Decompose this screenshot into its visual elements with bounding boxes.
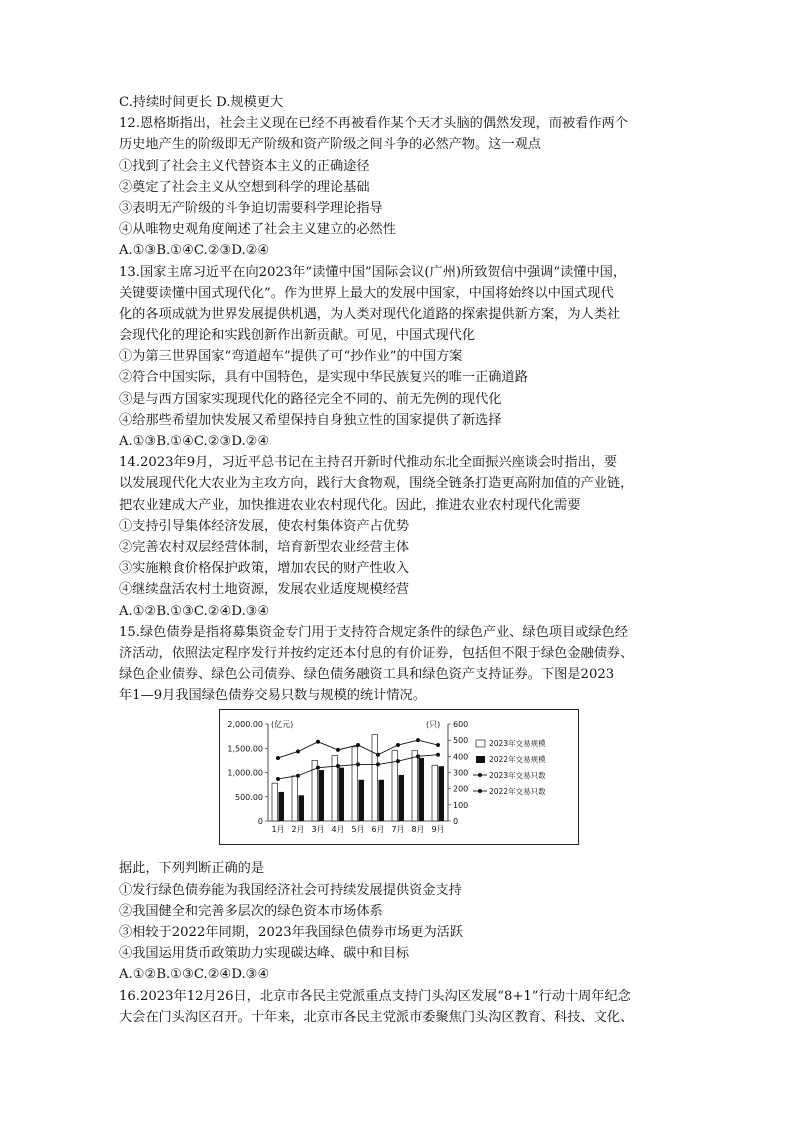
point-2022-count xyxy=(376,763,380,767)
question-13 xyxy=(119,262,679,453)
q13-stem-line: 化的各项成就为世界发展提供机遇，为人类对现代化道路的探索提供新方案，为人类社 xyxy=(119,306,621,322)
q12-option-2: ②奠定了社会主义从空想到科学的理论基础 xyxy=(119,179,370,195)
left-tick-label: 500.00 xyxy=(235,793,263,803)
left-tick-label: 2,000.00 xyxy=(227,720,263,730)
question-16 xyxy=(119,986,679,1028)
q12-option-4: ④从唯物史观角度阐述了社会主义建立的必然性 xyxy=(119,222,396,238)
x-tick-label: 5月 xyxy=(351,825,365,835)
bar-2022-volume xyxy=(379,780,385,821)
green-bond-chart-frame xyxy=(219,709,579,845)
point-2022-count xyxy=(276,777,280,781)
right-tick-label: 400 xyxy=(453,752,469,762)
q13-option-2: ②符合中国实际，具有中国特色，是实现中华民族复兴的唯一正确道路 xyxy=(119,370,528,386)
bar-2022-volume xyxy=(359,780,365,821)
q13-stem-line: 会现代化的理论和实践创新作出新贡献。可见，中国式现代化 xyxy=(119,328,476,344)
x-tick-label: 8月 xyxy=(411,825,425,835)
question-12 xyxy=(119,113,679,261)
q12-option-1: ①找到了社会主义代替资本主义的正确途径 xyxy=(119,158,370,174)
bar-2022-volume xyxy=(299,796,305,822)
bar-2022-volume xyxy=(399,775,405,821)
q14-stem-line: 以发展现代化大农业为主攻方向，践行大食物观，围绕全链条打造更高附加值的产业链， xyxy=(119,476,634,492)
bar-2023-volume xyxy=(432,766,438,822)
q12-answer-choices: A.①③B.①④C.②③D.②④ xyxy=(119,243,270,259)
left-tick-label: 0 xyxy=(257,817,263,827)
point-2022-count xyxy=(436,753,440,757)
q12-stem-line: 历史地产生的阶级即无产阶级和资产阶级之间斗争的必然产物。这一观点 xyxy=(119,137,541,153)
legend-label-2023-count: 2023年交易只数 xyxy=(489,771,546,781)
q14-option-1: ①支持引导集体经济发展，使农村集体资产占优势 xyxy=(119,518,410,534)
q14-option-3: ③实施粮食价格保护政策，增加农民的财产性收入 xyxy=(119,561,410,577)
right-tick-label: 0 xyxy=(453,817,459,827)
bar-2022-volume xyxy=(439,767,445,822)
point-2023-count xyxy=(376,753,380,757)
x-tick-label: 3月 xyxy=(311,825,325,835)
q15-option-3: ③相较于2022年同期，2023年我国绿色债券市场更为活跃 xyxy=(119,925,464,940)
point-2023-count xyxy=(296,750,300,754)
x-tick-label: 7月 xyxy=(391,825,405,835)
bar-2023-volume xyxy=(272,784,278,822)
bar-2023-volume xyxy=(292,776,298,821)
q13-answer-choices: A.①③B.①④C.②③D.②④ xyxy=(119,434,270,449)
legend-marker-2022-count xyxy=(478,789,482,793)
q14-stem-line: 14.2023年9月，习近平总书记在主持召开新时代推动东北全面振兴座谈会时指出，要 xyxy=(119,455,618,471)
exam-page xyxy=(119,92,679,1028)
point-2023-count xyxy=(356,743,360,747)
x-tick-label: 2月 xyxy=(291,825,305,835)
right-tick-label: 100 xyxy=(453,801,469,811)
right-tick-label: 600 xyxy=(453,720,469,730)
q15-option-4: ④我国运用货币政策助力实现碳达峰、碳中和目标 xyxy=(119,946,410,962)
point-2023-count xyxy=(396,743,400,747)
point-2022-count xyxy=(336,764,340,768)
q15-stem-line: 绿色企业债券、绿色公司债券、绿色债务融资工具和绿色资产支持证券。下图是2023 xyxy=(119,667,615,683)
q14-answer-choices: A.①②B.①③C.②④D.③④ xyxy=(119,603,270,619)
q13-option-4: ④给那些希望加快发展又希望保持自身独立性的国家提供了新选择 xyxy=(119,412,502,428)
point-2022-count xyxy=(396,760,400,764)
q16-stem-line: 大会在门头沟区召开。十年来，北京市各民主党派市委聚焦门头沟区教育、科技、文化、 xyxy=(119,1009,634,1025)
q15-answer-choices: A.①②B.①③C.②④D.③④ xyxy=(119,967,270,983)
right-axis-unit: (只) xyxy=(426,720,441,730)
bar-2022-volume xyxy=(279,792,285,821)
q15-stem-line: 年1—9月我国绿色债券交易只数与规模的统计情况。 xyxy=(119,688,426,704)
point-2022-count xyxy=(356,763,360,767)
point-2023-count xyxy=(276,756,280,760)
point-2022-count xyxy=(316,766,320,770)
bar-2022-volume xyxy=(339,768,345,821)
legend-label-2022-volume: 2022年交易规模 xyxy=(489,755,546,765)
right-tick-label: 300 xyxy=(453,768,469,778)
left-tick-label: 1,000.00 xyxy=(227,768,263,778)
x-tick-label: 1月 xyxy=(271,825,285,835)
legend-label-2022-count: 2022年交易只数 xyxy=(489,787,546,797)
q15-question-prompt: 据此，下列判断正确的是 xyxy=(119,861,265,877)
question-15 xyxy=(119,622,679,986)
point-2023-count xyxy=(336,748,340,752)
bar-2022-volume xyxy=(319,771,325,822)
q12-option-3: ③表明无产阶级的斗争迫切需要科学理论指导 xyxy=(119,200,383,216)
question-14 xyxy=(119,452,679,622)
q13-stem-line: 关键要读懂中国式现代化”。作为世界上最大的发展中国家，中国将始终以中国式现代 xyxy=(119,285,614,301)
q14-stem-line: 把农业建成大产业，加快推进农业农村现代化。因此，推进农业农村现代化需要 xyxy=(119,497,581,513)
green-bond-chart-container xyxy=(119,709,679,851)
legend-swatch-2023-volume xyxy=(476,740,485,747)
point-2023-count xyxy=(436,743,440,747)
bar-2022-volume xyxy=(419,758,425,821)
q15-option-1: ①发行绿色债券能为我国经济社会可持续发展提供资金支持 xyxy=(119,882,462,898)
q13-stem-line: 13.国家主席习近平在向2023年“读懂中国”国际会议(广州)所致贺信中强调“读懂中国， xyxy=(119,264,627,280)
legend-label-2023-volume: 2023年交易规模 xyxy=(489,739,546,749)
q14-option-2: ②完善农村双层经营体制，培育新型农业经营主体 xyxy=(119,539,410,555)
q14-option-4: ④继续盘活农村土地资源，发展农业适度规模经营 xyxy=(119,582,410,598)
bar-2023-volume xyxy=(352,747,358,821)
green-bond-chart xyxy=(220,710,578,844)
x-tick-label: 4月 xyxy=(331,825,345,835)
q16-stem-line: 16.2023年12月26日，北京市各民主党派重点支持门头沟区发展“8+1”行动十周年纪念 xyxy=(119,988,631,1004)
left-tick-label: 1,500.00 xyxy=(227,744,263,754)
bar-2023-volume xyxy=(372,735,378,821)
point-2023-count xyxy=(416,739,420,743)
x-tick-label: 6月 xyxy=(371,825,385,835)
q13-option-1: ①为第三世界国家“弯道超车”提供了可“抄作业”的中国方案 xyxy=(119,349,463,365)
right-tick-label: 200 xyxy=(453,785,469,795)
point-2022-count xyxy=(416,755,420,759)
q11-options-tail: C.持续时间更长 D.规模更大 xyxy=(119,95,284,110)
legend-marker-2023-count xyxy=(478,773,482,777)
q15-stem-line: 15.绿色债券是指将募集资金专门用于支持符合规定条件的绿色产业、绿色项目或绿色经 xyxy=(119,624,628,640)
point-2023-count xyxy=(316,740,320,744)
bar-2023-volume xyxy=(412,751,418,821)
q15-option-2: ②我国健全和完善多层次的绿色资本市场体系 xyxy=(119,903,383,919)
point-2022-count xyxy=(296,774,300,778)
q12-stem-line: 12.恩格斯指出，社会主义现在已经不再被看作某个天才头脑的偶然发现，而被看作两个 xyxy=(119,116,628,132)
q15-stem-line: 济活动，依照法定程序发行并按约定还本付息的有价证券，包括但不限于绿色金融债券、 xyxy=(119,645,634,661)
legend-swatch-2022-volume xyxy=(476,756,485,763)
q13-option-3: ③是与西方国家实现现代化的路径完全不同的、前无先例的现代化 xyxy=(119,391,502,407)
x-tick-label: 9月 xyxy=(431,825,445,835)
left-axis-unit: (亿元) xyxy=(271,720,294,730)
right-tick-label: 500 xyxy=(453,736,469,746)
